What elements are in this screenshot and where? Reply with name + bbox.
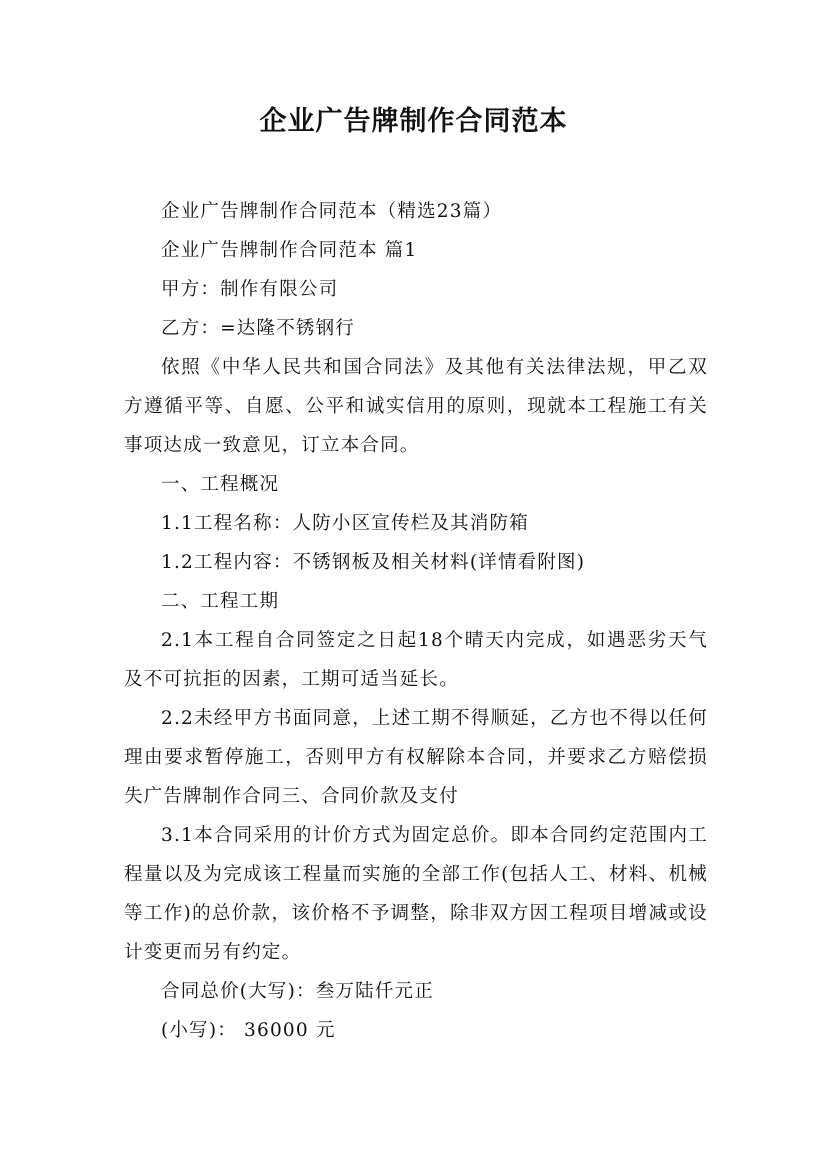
paragraph-party-b: 乙方：=达隆不锈钢行 bbox=[161, 318, 356, 339]
paragraph-clause-3-1: 3.1本合同采用的计价方式为固定总价。即本合同约定范围内工程量以及为完成该工程量而实施的全部工作(包括人工、材料、机械等工作)的总价款，该价格不予调整，除非双方因工程项目增减或设计变更而另有约定。 bbox=[124, 825, 708, 963]
paragraph-clause-2-2: 2.2未经甲方书面同意，上述工期不得顺延，乙方也不得以任何理由要求暂停施工，否则甲方有权解除本合同，并要求乙方赔偿损失广告牌制作合同三、合同价款及支付 bbox=[124, 708, 708, 807]
paragraph-preamble: 依照《中华人民共和国合同法》及其他有关法律法规，甲乙双方遵循平等、自愿、公平和诚实信用的原则，现就本工程施工有关事项达成一致意见，订立本合同。 bbox=[124, 357, 708, 456]
paragraph-clause-2-1: 2.1本工程自合同签定之日起18个晴天内完成，如遇恶劣天气及不可抗拒的因素，工期可适当延长。 bbox=[124, 630, 708, 690]
document-title: 企业广告牌制作合同范本 bbox=[259, 106, 568, 137]
paragraph-heading-overview: 一、工程概况 bbox=[161, 474, 280, 495]
paragraph-party-a: 甲方：制作有限公司 bbox=[161, 279, 339, 300]
paragraph-clause-1-1: 1.1工程名称：人防小区宣传栏及其消防箱 bbox=[161, 513, 529, 534]
paragraph-clause-1-2: 1.2工程内容：不锈钢板及相关材料(详情看附图) bbox=[161, 552, 586, 573]
paragraph-total-uppercase: 合同总价(大写)：叁万陆仟元正 bbox=[161, 981, 434, 1002]
paragraph-section-heading: 企业广告牌制作合同范本 篇1 bbox=[161, 240, 418, 261]
paragraph-heading-schedule: 二、工程工期 bbox=[161, 591, 280, 612]
document-body bbox=[124, 192, 708, 1050]
paragraph-total-lowercase: (小写)： 36000 元 bbox=[161, 1020, 336, 1041]
paragraph-subtitle: 企业广告牌制作合同范本（精选23篇） bbox=[161, 201, 503, 222]
